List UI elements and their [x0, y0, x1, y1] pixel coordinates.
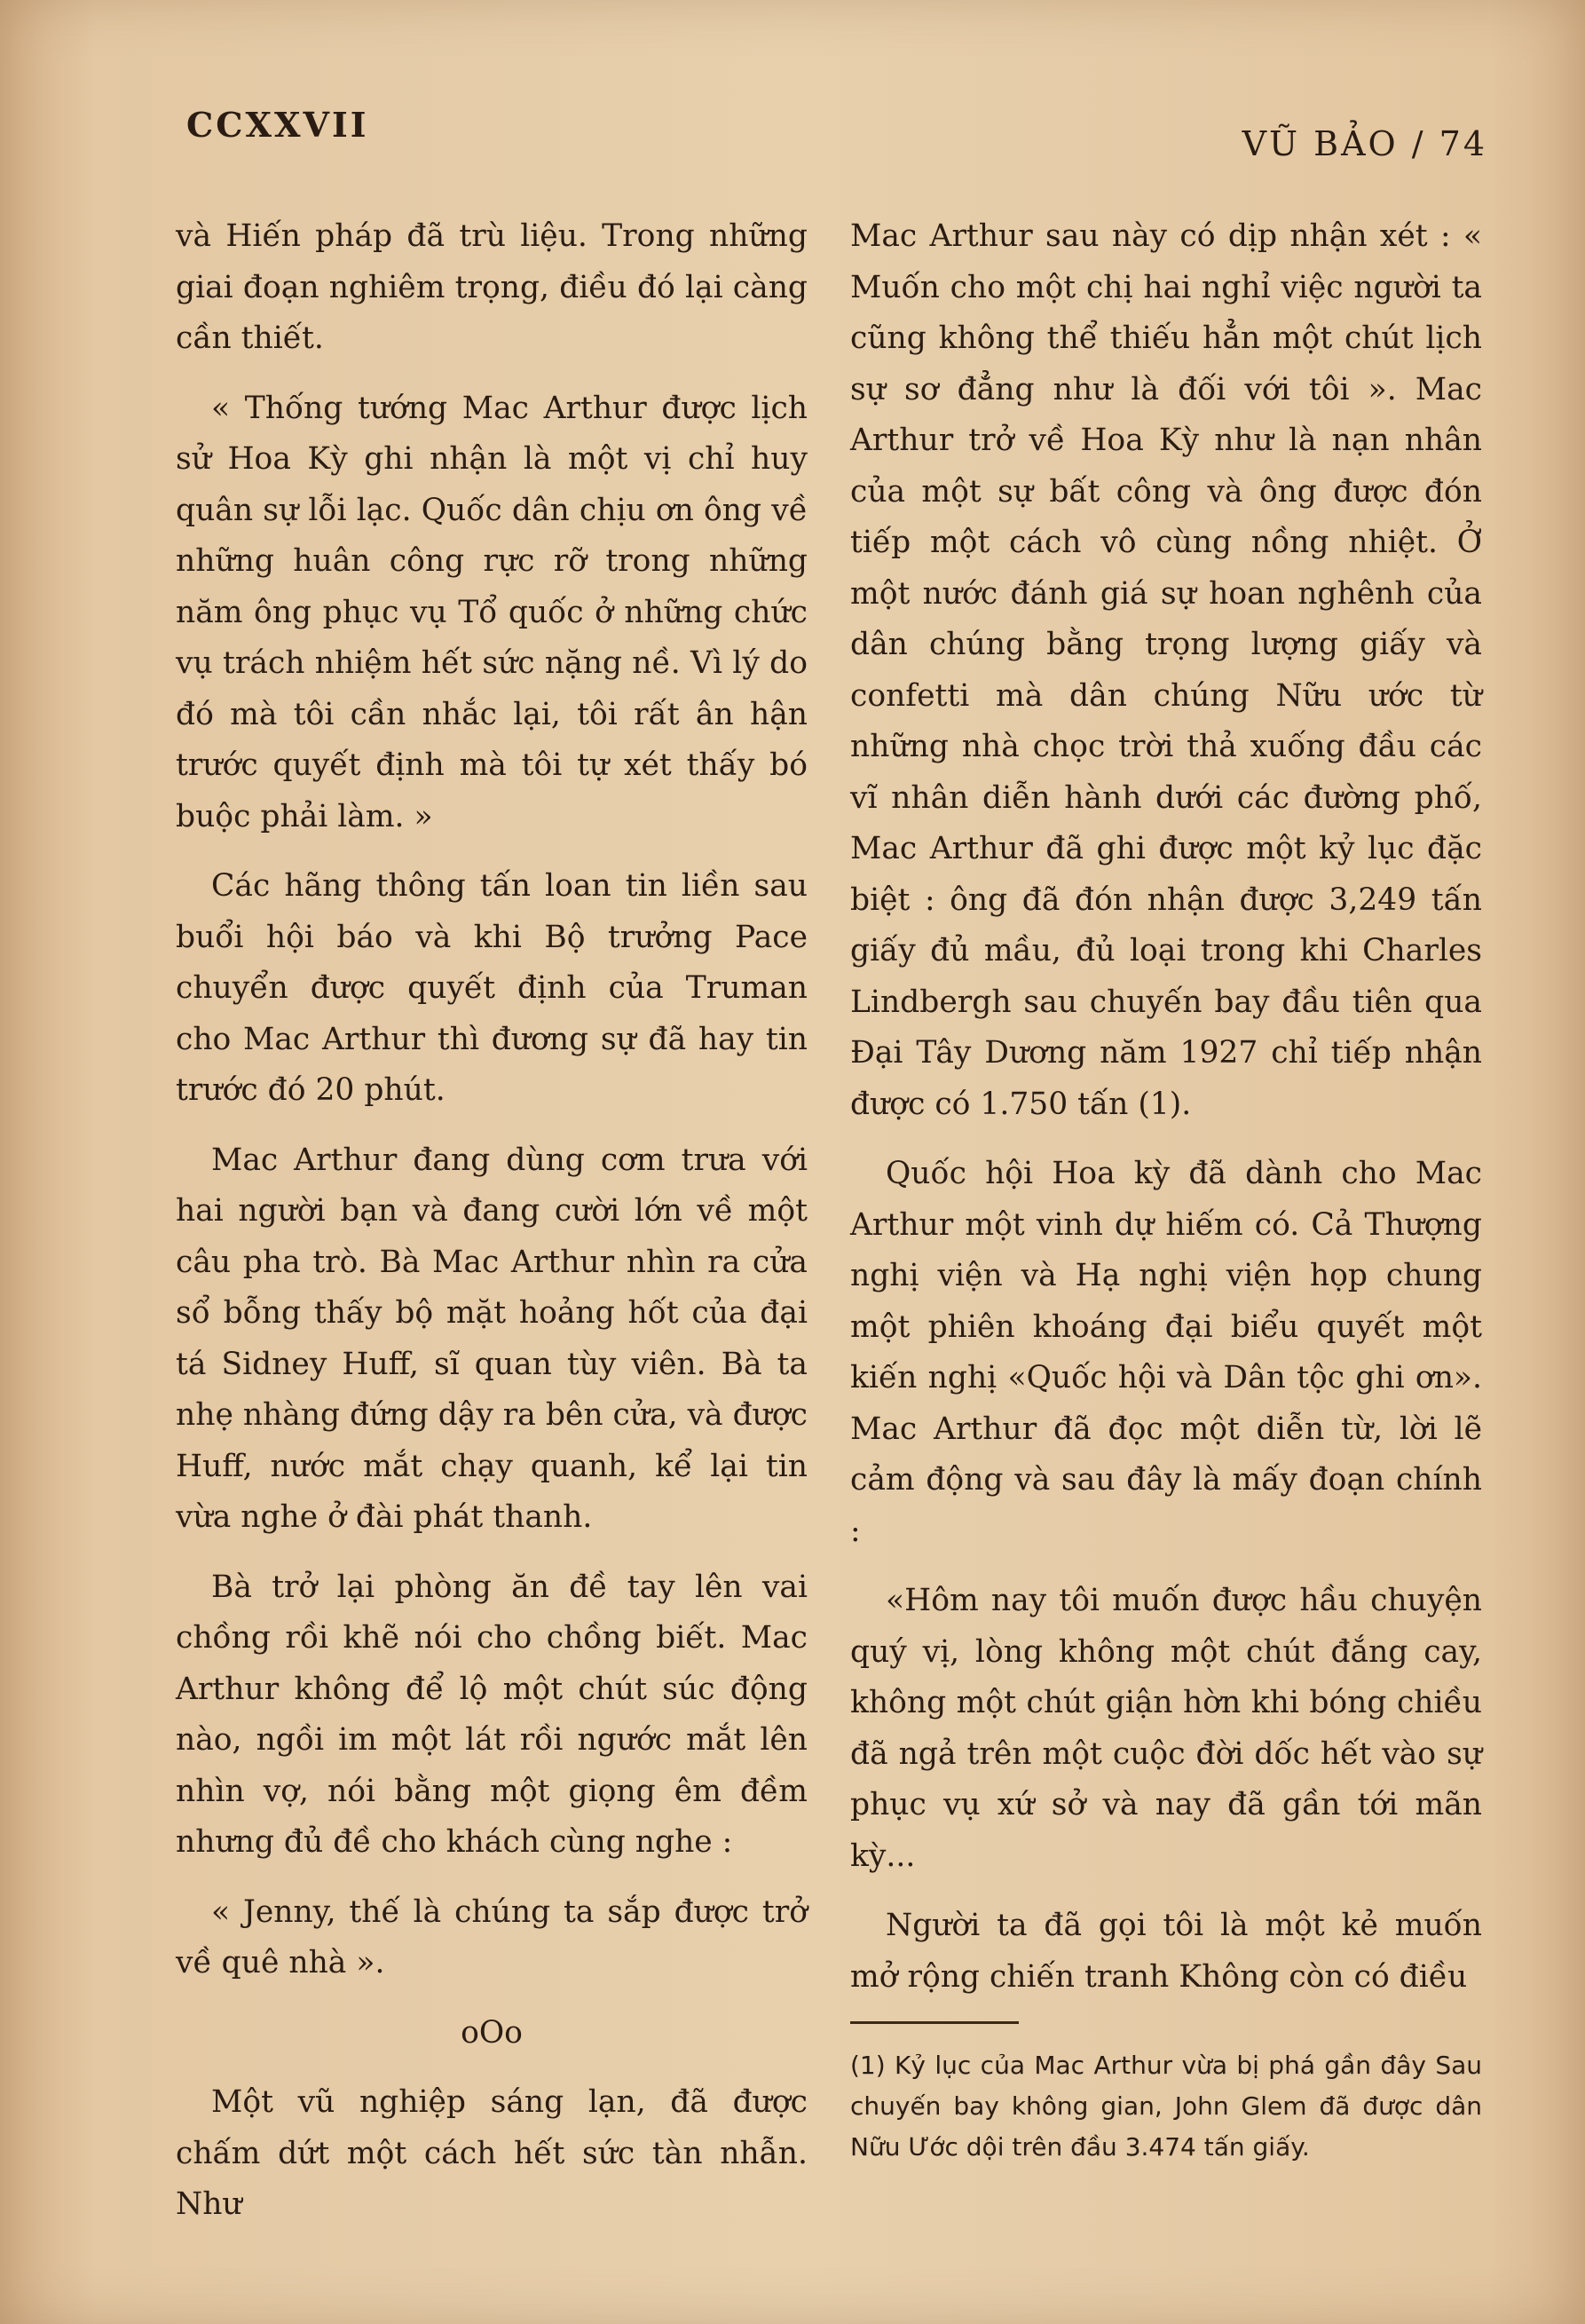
paragraph: Quốc hội Hoa kỳ đã dành cho Mac Arthur một vinh dự hiếm có. Cả Thượng nghị viện và Hạ nghị viện họp chung một phiên khoáng đại biểu quyết một kiến nghị «Quốc hội và Dân tộc ghi ơn». Mac Arthur đã đọc một diễn từ, lời lẽ cảm động và sau đây là mấy đoạn chính : [850, 1156, 1482, 1549]
paragraph: Mac Arthur đang dùng cơm trưa với hai người bạn và đang cười lớn về một câu pha trò. Bà Mac Arthur nhìn ra cửa sổ bỗng thấy bộ mặt hoảng hốt của đại tá Sidney Huff, sĩ quan tùy viên. Bà ta nhẹ nhàng đứng dậy ra bên cửa, và được Huff, nước mắt chạy quanh, kể lại tin vừa nghe ở đài phát thanh. [176, 1142, 808, 1535]
paragraph: Bà trở lại phòng ăn đề tay lên vai chồng rồi khẽ nói cho chồng biết. Mac Arthur không để lộ một chút súc động nào, ngồi im một lát rồi ngước mắt lên nhìn vợ, nói bằng một giọng êm đềm nhưng đủ đề cho khách cùng nghe : [176, 1569, 808, 1860]
quotation: «Hôm nay tôi muốn được hầu chuyện quý vị, lòng không một chút đắng cay, không một chút giận hờn khi bóng chiều đã ngả trên một cuộc đời dốc hết vào sự phục vụ xứ sở và nay đã gần tới mãn kỳ... [850, 1583, 1482, 1874]
section-divider: oOo [461, 2014, 523, 2051]
footnote-divider [850, 2021, 1019, 2024]
paragraph: Các hãng thông tấn loan tin liền sau buổi hội báo và khi Bộ trưởng Pace chuyển được quyết định của Truman cho Mac Arthur thì đương sự đã hay tin trước đó 20 phút. [176, 868, 808, 1108]
chapter-number: CCXXVII [186, 105, 369, 145]
running-head: VŨ BẢO / 74 [1242, 124, 1487, 163]
paragraph: « Thống tướng Mac Arthur được lịch sử Hoa Kỳ ghi nhận là một vị chỉ huy quân sự lỗi lạc. Quốc dân chịu ơn ông về những huân công rực rỡ trong những năm ông phục vụ Tổ quốc ở những chức vụ trách nhiệm hết sức nặng nề. Vì lý do đó mà tôi cần nhắc lại, tôi rất ân hận trước quyết định mà tôi tự xét thấy bó buộc phải làm. » [176, 390, 808, 834]
footnote: (1) Kỷ lục của Mac Arthur vừa bị phá gần đây Sau chuyến bay không gian, John Glem đã được dân Nữu Ước dội trên đầu 3.474 tấn giấy. [850, 2051, 1482, 2162]
right-column [850, 211, 1482, 2168]
left-column [176, 211, 808, 2249]
paragraph: Người ta đã gọi tôi là một kẻ muốn mở rộng chiến tranh Không còn có điều [850, 1908, 1482, 1995]
paragraph: Mac Arthur sau này có dịp nhận xét : « Muốn cho một chị hai nghỉ việc người ta cũng không thể thiếu hẳn một chút lịch sự sơ đẳng như là đối với tôi ». Mac Arthur trở về Hoa Kỳ như là nạn nhân của một sự bất công và ông được đón tiếp một cách vô cùng nồng nhiệt. Ở một nước đánh giá sự hoan nghênh của dân chúng bằng trọng lượng giấy và confetti mà dân chúng Nữu ước từ những nhà chọc trời thả xuống đầu các vĩ nhân diễn hành dưới các đường phố, Mac Arthur đã ghi được một kỷ lục đặc biệt : ông đã đón nhận được 3,249 tấn giấy đủ mầu, đủ loại trong khi Charles Lindbergh sau chuyến bay đầu tiên qua Đại Tây Dương năm 1927 chỉ tiếp nhận được có 1.750 tấn (1). [850, 218, 1482, 1122]
paragraph: Một vũ nghiệp sáng lạn, đã được chấm dứt một cách hết sức tàn nhẫn. Như [176, 2084, 808, 2222]
paragraph: và Hiến pháp đã trù liệu. Trong những giai đoạn nghiêm trọng, điều đó lại càng cần thiết. [176, 218, 808, 356]
quotation: « Jenny, thế là chúng ta sắp được trở về quê nhà ». [176, 1893, 808, 1980]
